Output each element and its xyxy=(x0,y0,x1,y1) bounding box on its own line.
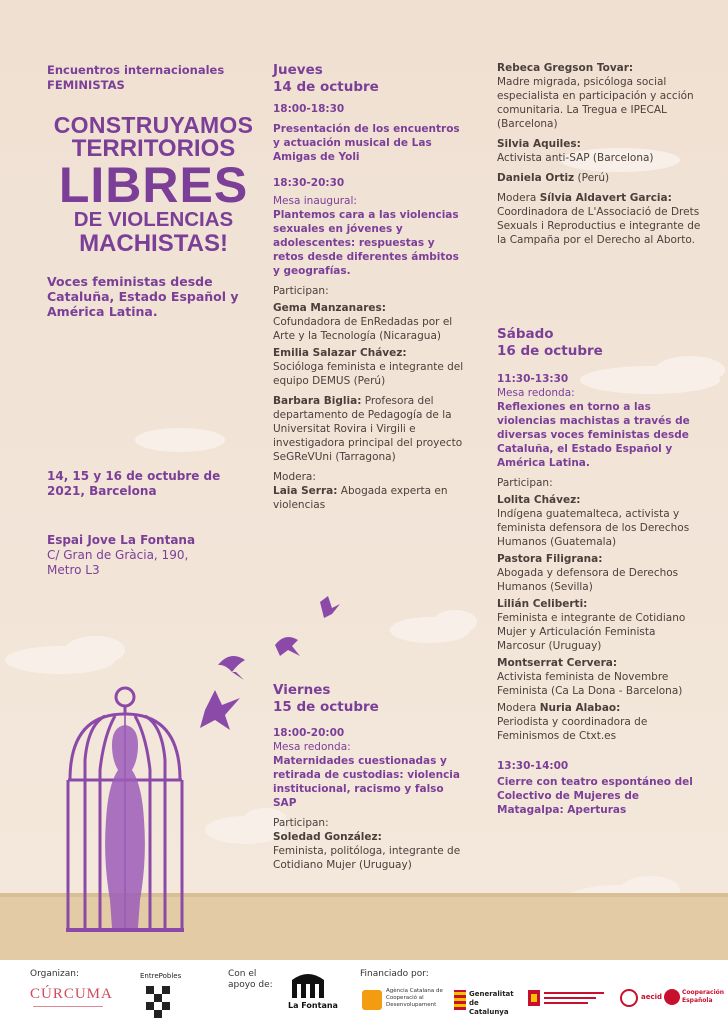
curcuma-logo-underline xyxy=(33,1006,103,1013)
speaker-description: Feminista, politóloga, integrante de Cotidiano Mujer (Uruguay) xyxy=(273,845,461,871)
aecid-logo-mark xyxy=(620,989,638,1007)
speaker xyxy=(497,656,702,698)
venue-metro: Metro L3 xyxy=(47,563,100,577)
session-time: 18:00-20:00 xyxy=(273,727,345,739)
speaker-description: Activista anti-SAP (Barcelona) xyxy=(497,152,654,164)
organizers-label: Organizan: xyxy=(30,969,80,979)
speaker-name: Montserrat Cervera: xyxy=(497,657,618,669)
venue-block xyxy=(47,533,247,578)
event-line-2: FEMINISTAS xyxy=(47,78,125,92)
cooperacion-label: Cooperación Española xyxy=(682,989,725,1004)
fontana-logo xyxy=(290,970,326,1000)
moderator xyxy=(497,701,702,743)
session-title: Reflexiones en torno a las violencias machistas a través de diversas voces feministas desde Cataluña, el Estado Español y América Latina. xyxy=(497,401,690,469)
session-title: Presentación de los encuentros y actuación musical de Las Amigas de Yoli xyxy=(273,123,460,163)
ground-strip xyxy=(0,893,728,960)
speaker-description: Activista feminista de Novembre Feminista (Ca La Dona - Barcelona) xyxy=(497,671,683,697)
funded-label: Financiado por: xyxy=(360,969,429,979)
entrepobles-label: EntrePobles xyxy=(140,972,182,980)
session-time: 18:30-20:30 xyxy=(273,177,345,189)
support-label: Con el apoyo de: xyxy=(228,969,273,990)
speaker xyxy=(273,346,465,388)
speaker-name: Rebeca Gregson Tovar: xyxy=(497,62,634,74)
speaker xyxy=(497,552,702,594)
thursday-date: 14 de octubre xyxy=(273,79,379,95)
speaker-name: Pastora Filigrana: xyxy=(497,553,603,565)
main-title xyxy=(46,113,261,256)
speaker-description: Socióloga feminista e integrante del equipo DEMUS (Perú) xyxy=(273,361,464,387)
session-time: 11:30-13:30 xyxy=(497,373,569,385)
sponsor-footer xyxy=(0,960,728,1030)
speaker-description: Abogada y defensora de Derechos Humanos (Sevilla) xyxy=(497,567,679,593)
session-title: Plantemos cara a las violencias sexuales en jóvenes y adolescentes: respuestas y retos desde diferentes ámbitos y geografías. xyxy=(273,209,459,277)
title-line-4: DE VIOLENCIAS xyxy=(73,208,234,231)
fontana-label: La Fontana xyxy=(288,1001,338,1010)
friday-date: 15 de octubre xyxy=(273,699,379,715)
speaker-description: (Perú) xyxy=(577,172,610,184)
participants-label: Participan: xyxy=(273,817,329,829)
event-dates: 14, 15 y 16 de octubre de 2021, Barcelona xyxy=(47,469,221,498)
moderator-description: Coordinadora de L'Associació de Drets Sexuals i Reproductius e integrante de la Campaña por el Derecho al Aborto. xyxy=(497,206,701,246)
moderator-label: Modera: xyxy=(273,471,316,483)
curcuma-logo: CÚRCUMA xyxy=(30,986,113,1002)
venue-address: C/ Gran de Gràcia, 190, xyxy=(47,548,189,562)
title-line-1: CONSTRUYAMOS xyxy=(53,112,254,138)
session-time: 18:00-18:30 xyxy=(273,103,345,115)
friday-day: Viernes xyxy=(273,682,331,698)
speaker-description: Indígena guatemalteca, activista y feminista defensora de los Derechos Humanos (Guatemala) xyxy=(497,508,690,548)
moderator-name: Nuria Alabao: xyxy=(539,702,621,714)
moderator xyxy=(497,191,702,247)
event-line-1: Encuentros internacionales xyxy=(47,63,225,77)
cooperacion-logo-mark xyxy=(664,989,680,1005)
ministry-logo xyxy=(528,988,608,1010)
speaker xyxy=(497,493,702,549)
thursday-day: Jueves xyxy=(273,62,323,78)
session-title: Cierre con teatro espontáneo del Colectivo de Mujeres de Matagalpa: Aperturas xyxy=(497,776,693,816)
acc-logo-text: Agència Catalana de Cooperació al Desenvolupament xyxy=(386,988,443,1008)
moderator-name: Sílvia Aldavert Garcia: xyxy=(539,192,672,204)
moderator-description: Abogada experta en violencias xyxy=(273,485,448,511)
session-type: Mesa redonda: xyxy=(273,741,351,753)
speaker-description: Profesora del departamento de Pedagogía de la Universitat Rovira i Virgili e investigadora principal del proyecto SeGReVUni (Tarragona) xyxy=(273,395,463,463)
friday-program xyxy=(273,682,465,872)
saturday-day: Sábado xyxy=(497,326,554,342)
friday-speakers-continued xyxy=(497,61,702,247)
moderator-name: Laia Serra: xyxy=(273,485,338,497)
speaker-name: Lolita Chávez: xyxy=(497,494,581,506)
speaker xyxy=(497,171,702,185)
speaker-description: Feminista e integrante de Cotidiano Mujer y Articulación Feminista Marcosur (Uruguay) xyxy=(497,612,686,652)
session-type: Mesa inaugural: xyxy=(273,195,357,207)
speaker-description: Cofundadora de EnRedadas por el Arte y la Tecnología (Nicaragua) xyxy=(273,316,453,342)
speaker-name: Emilia Salazar Chávez: xyxy=(273,347,407,359)
venue-name: Espai Jove La Fontana xyxy=(47,533,196,547)
aecid-label: aecid xyxy=(641,993,663,1001)
moderator xyxy=(273,484,465,512)
session-time: 13:30-14:00 xyxy=(497,760,569,772)
title-line-2: TERRITORIOS xyxy=(71,135,236,162)
speaker-description: Madre migrada, psicóloga social especialista en participación y acción comunitaria. La Tregua e IPECAL (Barcelona) xyxy=(497,76,694,130)
speaker-name: Soledad González: xyxy=(273,831,382,843)
speaker-name: Daniela Ortiz xyxy=(497,172,575,184)
moderator-description: Periodista y coordinadora de Feminismos de Ctxt.es xyxy=(497,716,648,742)
moderator-label: Modera xyxy=(497,702,537,714)
session-title: Maternidades cuestionadas y retirada de custodias: violencia institucional, racismo y falso SAP xyxy=(273,755,460,809)
speaker xyxy=(497,597,702,653)
speaker xyxy=(497,137,702,165)
speaker xyxy=(273,830,465,872)
acc-logo-mark xyxy=(362,990,382,1010)
voices-subtitle: Voces feministas desde Cataluña, Estado Español y América Latina. xyxy=(47,274,239,319)
speaker-name: Lilián Celiberti: xyxy=(497,598,588,610)
participants-label: Participan: xyxy=(273,285,329,297)
speaker xyxy=(273,394,465,464)
entrepobles-logo xyxy=(128,972,190,1026)
title-line-5: MACHISTAS! xyxy=(79,230,228,257)
saturday-program xyxy=(497,326,702,817)
speaker-name: Barbara Biglia: xyxy=(273,395,362,407)
participants-label: Participan: xyxy=(497,477,553,489)
moderator-label: Modera xyxy=(497,192,537,204)
event-subtitle xyxy=(47,63,224,93)
speaker-name: Gema Manzanares: xyxy=(273,302,386,314)
thursday-program xyxy=(273,62,465,512)
title-line-3: LIBRES xyxy=(58,157,249,213)
session-type: Mesa redonda: xyxy=(497,387,575,399)
speaker-name: Silvia Aquiles: xyxy=(497,138,581,150)
gencat-logo-mark xyxy=(454,990,466,1010)
speaker xyxy=(273,301,465,343)
saturday-date: 16 de octubre xyxy=(497,343,603,359)
speaker xyxy=(497,61,702,131)
gencat-logo-text: Generalitat de Catalunya xyxy=(469,990,514,1016)
